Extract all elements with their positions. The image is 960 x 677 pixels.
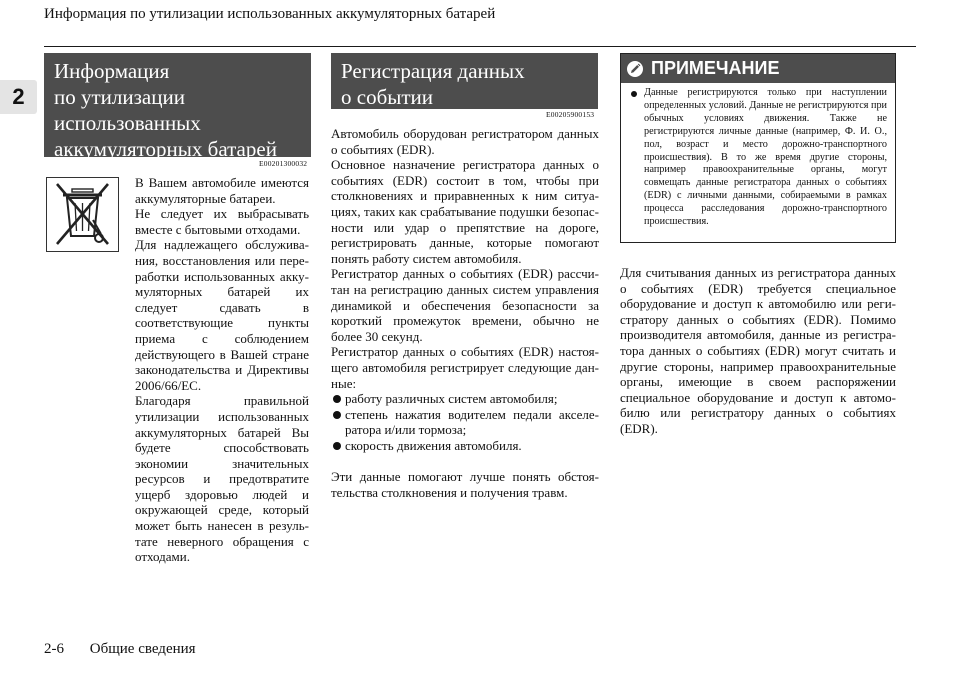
page-footer (44, 641, 196, 658)
header-divider (44, 46, 916, 47)
battery-title-line: аккумуляторных батарей (54, 137, 277, 161)
running-header-title: Информация по утилизации использованных аккумуляторных батарей (44, 6, 496, 22)
edr-paragraph: Регистратор данных о событиях (EDR) настоящего автомобиля регистрирует следующие данные: (331, 344, 599, 391)
footer-section-name: Общие сведения (89, 641, 196, 657)
battery-ref-code: E00201300032 (259, 159, 308, 168)
edr-paragraph: Регистратор данных о событиях (EDR) рассчитан на регистрацию данных систем управления динамикой и обеспечения безопасности за короткий промежуток времени, обычно не более 30 секунд. (331, 266, 599, 344)
note-text: Данные регистрируются только при наступлении определенных условий. Данные не регистрируются при обычных условиях движения. Также не регистрируются личные данные (например, Ф. И. О., пол, возраст и место дорожно-транспортного происшествия). В то же время другие стороны, например правоохранительные органы, могут совмещать данные регистратора данных о событиях (EDR) с личными данными, собираемыми в рамках процесса расследования дорожно-транспортного происшествия. (644, 87, 887, 228)
list-item: скорость движения автомобиля. (331, 438, 599, 454)
battery-paragraph: Благодаря правильной утилизации использованных аккумуляторных батарей Вы будете способствовать экономии значительных ресурсов и предотвратите ущерб здоровью людей и окружающей среде, который может быть нанесен в результате неверного обращения с отходами. (135, 393, 309, 565)
chapter-tab: 2 (0, 80, 37, 114)
edr-title-line: Регистрация данных (341, 59, 525, 83)
battery-title-line: Информация (54, 59, 170, 83)
page-number: 2-6 (44, 641, 64, 657)
battery-paragraph: Не следует их выбрасывать вместе с бытовыми отходами. (135, 206, 309, 237)
edr-ref-code: E00205900153 (546, 110, 595, 119)
edr-paragraph: Автомобиль оборудован регистратором данных о событиях (EDR). (331, 126, 599, 157)
edr-paragraph: Основное назначение регистратора данных о событиях (EDR) состоит в том, чтобы при столкновениях и приравненных к ним ситуациях, таких как срабатывание подушки безопасности или удар о препятствие на дороге, регистрировать данные, которые помогают понять работу систем автомобиля. (331, 157, 599, 266)
edr-closing-paragraph: Эти данные помогают лучше понять обстоятельства столкновения и получения травм. (331, 469, 599, 501)
edr-title-line: о событии (341, 85, 434, 109)
battery-section-title (44, 53, 311, 161)
note-header (621, 54, 895, 83)
battery-paragraph: Для надлежащего обслуживания, восстановления или переработки использованных аккумуляторных батарей их следует сдавать в соответствующие пункты приема с соблюдением действующего в Вашей стране законодательства и Директивы 2006/66/EC. (135, 237, 309, 393)
edr-body-text (331, 126, 599, 501)
list-item: степень нажатия водителем педали акселератора и/или тормоза; (331, 407, 599, 438)
note-box (620, 53, 896, 243)
note-bullet (631, 91, 637, 97)
edr-data-list (331, 391, 599, 453)
edr-reading-paragraph: Для считывания данных из регистратора данных о событиях (EDR) требуется специальное оборудование и доступ к автомобилю или регистратору данных о событиях (EDR). Помимо производителя автомобиля, данные из регистратора данных о событиях (EDR) могут считать и другие стороны, например правоохранительные органы, имеющие в своем распоряжении специальное оборудование и доступ к автомобилю или регистратору данных о событиях (EDR). (620, 265, 896, 436)
battery-title-line: по утилизации (54, 85, 185, 109)
edr-section-title (331, 53, 598, 109)
battery-body-text (135, 175, 309, 565)
note-body (621, 83, 895, 229)
note-title: ПРИМЕЧАНИЕ (651, 58, 780, 78)
list-item: работу различных систем автомобиля; (331, 391, 599, 407)
pencil-note-icon (627, 61, 643, 77)
battery-title-line: использованных (54, 111, 201, 135)
battery-paragraph: В Вашем автомобиле имеются аккумуляторные батареи. (135, 175, 309, 206)
crossed-out-wheelie-bin-icon (46, 177, 119, 252)
